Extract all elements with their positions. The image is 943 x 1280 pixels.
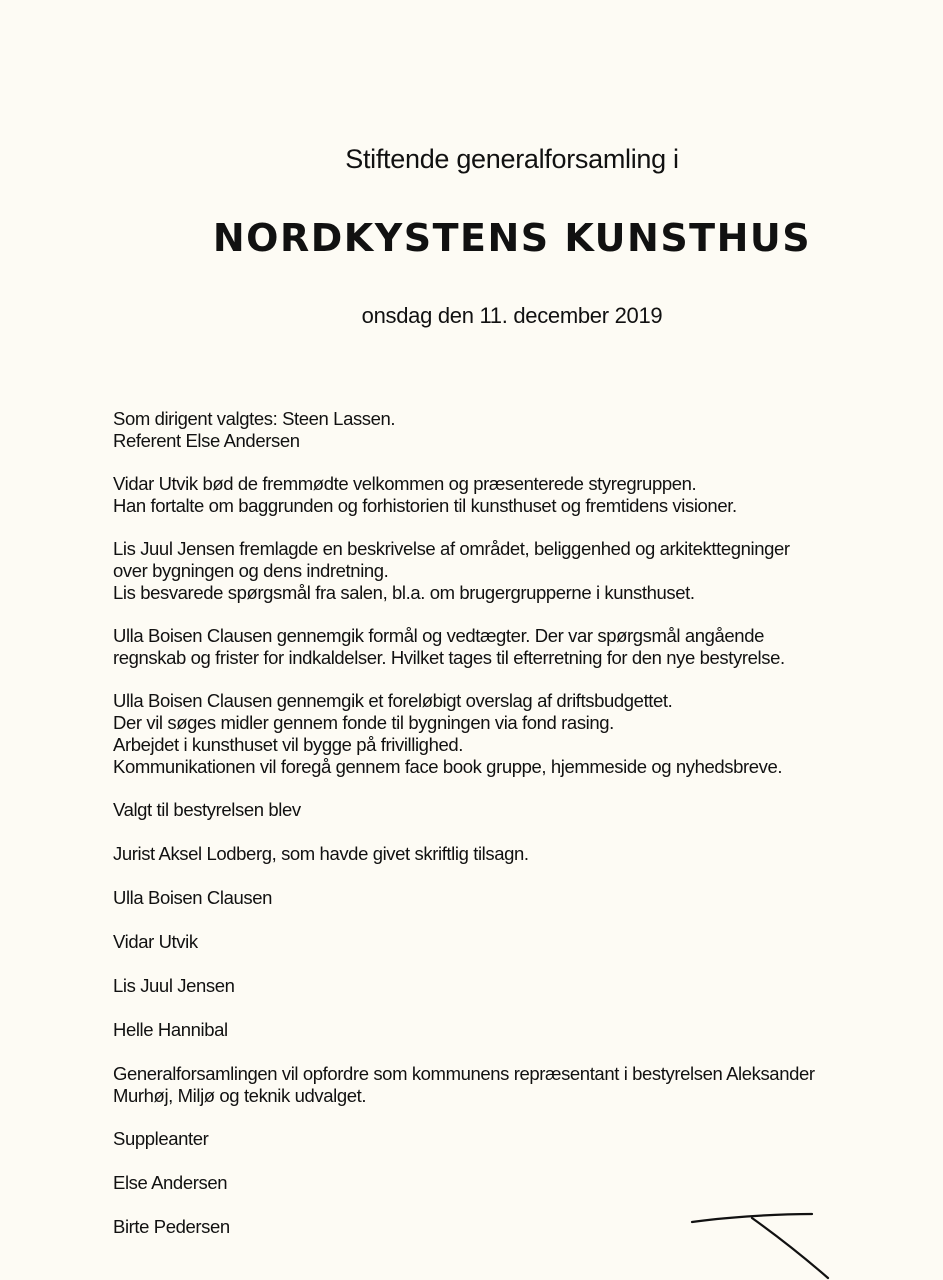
text-line: over bygningen og dens indretning. bbox=[113, 560, 389, 581]
text-line: Ulla Boisen Clausen gennemgik formål og vedtægter. Der var spørgsmål angående bbox=[113, 625, 764, 646]
document-subtitle: Stiftende generalforsamling i bbox=[345, 144, 679, 174]
board-member: Ulla Boisen Clausen bbox=[113, 887, 272, 908]
meeting-date: onsdag den 11. december 2019 bbox=[361, 303, 663, 328]
paragraph-area bbox=[113, 538, 913, 604]
text-line: Murhøj, Miljø og teknik udvalget. bbox=[113, 1085, 367, 1106]
paragraph-budget bbox=[113, 690, 913, 778]
substitute-member: Birte Pedersen bbox=[113, 1216, 230, 1237]
board-member: Vidar Utvik bbox=[113, 931, 198, 952]
board-member: Jurist Aksel Lodberg, som havde givet skriftlig tilsagn. bbox=[113, 843, 529, 864]
board-heading: Valgt til bestyrelsen blev bbox=[113, 799, 301, 820]
text-line: Vidar Utvik bød de fremmødte velkommen og præsenterede styregruppen. bbox=[113, 473, 697, 494]
text-line: Kommunikationen vil foregå gennem face book gruppe, hjemmeside og nyhedsbreve. bbox=[113, 756, 783, 777]
paragraph-municipal bbox=[113, 1063, 913, 1107]
paragraph-chair bbox=[113, 408, 913, 452]
text-line: Referent Else Andersen bbox=[113, 430, 300, 451]
text-line: Lis Juul Jensen fremlagde en beskrivelse af området, beliggenhed og arkitekttegninger bbox=[113, 538, 790, 559]
text-line: Som dirigent valgtes: Steen Lassen. bbox=[113, 408, 396, 429]
text-line: Han fortalte om baggrunden og forhistorien til kunsthuset og fremtidens visioner. bbox=[113, 495, 737, 516]
paragraph-welcome bbox=[113, 473, 913, 517]
minutes-body bbox=[113, 408, 913, 1260]
paragraph-statutes bbox=[113, 625, 913, 669]
text-line: Der vil søges midler gennem fonde til bygningen via fond rasing. bbox=[113, 712, 614, 733]
board-member: Helle Hannibal bbox=[113, 1019, 228, 1040]
text-line: Generalforsamlingen vil opfordre som kommunens repræsentant i bestyrelsen Aleksander bbox=[113, 1063, 815, 1084]
text-line: Lis besvarede spørgsmål fra salen, bl.a. om brugergrupperne i kunsthuset. bbox=[113, 582, 695, 603]
board-member: Lis Juul Jensen bbox=[113, 975, 235, 996]
substitutes-heading: Suppleanter bbox=[113, 1128, 209, 1149]
substitute-member: Else Andersen bbox=[113, 1172, 228, 1193]
text-line: Ulla Boisen Clausen gennemgik et foreløbigt overslag af driftsbudgettet. bbox=[113, 690, 673, 711]
document-title: NORDKYSTENS KUNSTHUS bbox=[212, 216, 812, 260]
text-line: regnskab og frister for indkaldelser. Hvilket tages til efterretning for den nye bestyrelse. bbox=[113, 647, 785, 668]
signature-stroke bbox=[690, 1208, 840, 1280]
text-line: Arbejdet i kunsthuset vil bygge på frivillighed. bbox=[113, 734, 463, 755]
